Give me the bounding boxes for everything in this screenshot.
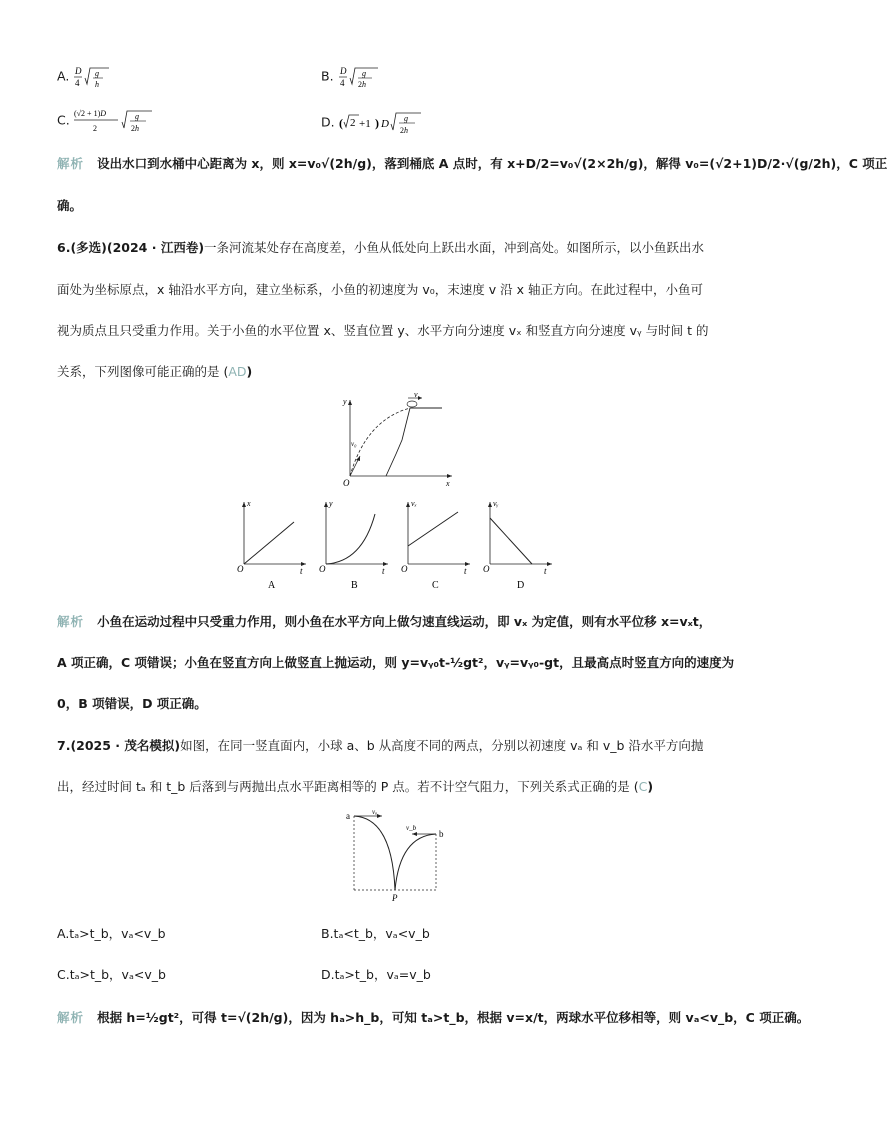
svg-text:2h: 2h (130, 124, 139, 133)
question-text: 一条河流某处存在高度差，小鱼从低处向上跃出水面，冲到高处。如图所示，以小鱼跃出水 (204, 240, 705, 255)
option-d-formula (339, 110, 431, 136)
q7-explanation (57, 1008, 809, 1026)
q6-explanation-line2: A 项正确，C 项错误；小鱼在竖直方向上做竖直上抛运动，则 y=vᵧ₀t-½gt²，vᵧ=vᵧ₀-gt，且最高点时竖直方向的速度为 (57, 655, 735, 670)
option-b-q5 (321, 64, 382, 90)
q7-line1 (57, 736, 703, 754)
q6-explanation-line1 (57, 612, 711, 630)
option-a-q7: A.tₐ>t_b，vₐ<v_b (57, 926, 166, 941)
svg-text:2: 2 (92, 124, 97, 133)
svg-text:g: g (403, 114, 408, 123)
axis-x-label: x (446, 479, 450, 488)
explanation-text: 设出水口到水桶中心距离为 x，则 x=v₀√(2h/g)，落到桶底 A 点时，有 x+D/2=v₀√(2×2h/g)，解得 v₀=(√2+1)D/2·√(g/2h)，C 项正 (97, 156, 887, 171)
axis-y-label: y (343, 397, 347, 406)
svg-text:(: ( (338, 116, 343, 130)
q6-explanation-line3: 0，B 项错误，D 项正确。 (57, 696, 207, 711)
question-text: 关系，下列图像可能正确的是 ( (57, 364, 229, 379)
option-label: B. (321, 68, 334, 84)
svg-text:O: O (401, 564, 408, 574)
svg-text:g: g (361, 69, 366, 78)
svg-text:g: g (134, 112, 139, 121)
option-label: D. (321, 114, 335, 130)
option-d-q7: D.tₐ>t_b，vₐ=v_b (321, 967, 431, 982)
svg-text:C: C (432, 580, 439, 591)
question-text: 如图，在同一竖直面内，小球 a、b 从高度不同的两点，分别以初速度 vₐ 和 v_b 沿水平方向抛 (180, 738, 704, 753)
projectile-diagram (342, 810, 452, 904)
svg-text:g: g (95, 69, 100, 78)
svg-text:D: D (517, 580, 525, 591)
ball-b-label: b (439, 829, 444, 839)
svg-text:t: t (464, 566, 467, 576)
svg-text:vₓ: vₓ (411, 499, 417, 508)
svg-text:4: 4 (339, 78, 345, 88)
v0-label: v₀ (351, 440, 357, 448)
ball-a-label: a (346, 811, 350, 821)
paren: ) (647, 779, 654, 794)
va-label: vₐ (372, 808, 378, 816)
graph-c (401, 499, 470, 591)
vb-label: v_b (406, 824, 417, 832)
svg-text:A: A (268, 580, 276, 591)
graph-a (237, 499, 306, 591)
svg-text:2h: 2h (357, 80, 366, 89)
q5-explanation-line2: 确。 (57, 198, 83, 213)
svg-text:x: x (247, 499, 251, 508)
v-label: v (414, 390, 418, 399)
svg-text:(√2 + 1)D: (√2 + 1)D (73, 109, 106, 118)
svg-text:4: 4 (75, 78, 80, 88)
svg-text:D: D (75, 66, 82, 76)
svg-text:O: O (483, 564, 490, 574)
question-text: 出，经过时间 tₐ 和 t_b 后落到与两抛出点水平距离相等的 P 点。若不计空气阻力，下列关系式正确的是 ( (57, 779, 639, 794)
svg-text:vᵧ: vᵧ (493, 499, 499, 508)
option-c-q7: C.tₐ>t_b，vₐ<v_b (57, 967, 166, 982)
option-c-formula (74, 106, 158, 136)
svg-text:D: D (380, 118, 389, 130)
svg-text:y: y (329, 499, 333, 508)
jiexi-label: 解析 (57, 1010, 85, 1025)
option-b-q7: B.tₐ<t_b，vₐ<v_b (321, 926, 430, 941)
graph-b (319, 499, 388, 591)
svg-text:D: D (339, 66, 347, 76)
svg-text:t: t (544, 566, 547, 576)
q6-line3: 视为质点且只受重力作用。关于小鱼的水平位置 x、竖直位置 y、水平方向分速度 vₓ 和竖直方向分速度 vᵧ 与时间 t 的 (57, 323, 709, 338)
q6-line1 (57, 238, 704, 256)
graph-d (483, 499, 552, 591)
svg-text:2: 2 (349, 117, 356, 129)
answer-text: AD (228, 364, 247, 379)
svg-text:B: B (351, 580, 358, 591)
svg-text:t: t (300, 566, 303, 576)
svg-text:O: O (319, 564, 326, 574)
svg-text:2h: 2h (399, 126, 408, 135)
answer-graphs (234, 496, 554, 592)
jiexi-label: 解析 (57, 156, 85, 171)
svg-text:): ) (374, 116, 379, 130)
svg-text:O: O (237, 564, 244, 574)
explanation-text: 小鱼在运动过程中只受重力作用，则小鱼在水平方向上做匀速直线运动，即 vₓ 为定值，则有水平位移 x=vₓt， (97, 614, 712, 629)
svg-text:h: h (95, 80, 100, 89)
question-tag: 7.(2025 · 茂名模拟) (57, 738, 181, 753)
q6-line2: 面处为坐标原点，x 轴沿水平方向，建立坐标系，小鱼的初速度为 v₀，末速度 v 沿 x 轴正方向。在此过程中，小鱼可 (57, 282, 703, 297)
origin-label: O (343, 478, 350, 488)
option-label: C. (57, 112, 70, 128)
explanation-text: 根据 h=½gt²，可得 t=√(2h/g)，因为 hₐ>h_b，可知 tₐ>t_b，根据 v=x/t，两球水平位移相等，则 vₐ<v_b，C 项正确。 (97, 1010, 810, 1025)
option-a-q5 (57, 64, 113, 90)
point-p-label: P (392, 893, 398, 903)
q5-explanation-line1 (57, 154, 887, 172)
fish-jump-diagram (336, 390, 456, 488)
q7-line2 (57, 777, 653, 795)
answer-text: C (638, 779, 648, 794)
option-label: A. (57, 68, 70, 84)
paren: ) (246, 364, 253, 379)
svg-text:t: t (382, 566, 385, 576)
question-tag: 6.(多选)(2024 · 江西卷) (57, 240, 205, 255)
jiexi-label: 解析 (57, 614, 85, 629)
option-c-q5 (57, 106, 158, 136)
svg-text:+1: +1 (358, 118, 371, 130)
option-a-formula (73, 64, 113, 90)
option-b-formula (338, 64, 382, 90)
q6-line4 (57, 362, 252, 380)
option-d-q5 (321, 110, 431, 136)
